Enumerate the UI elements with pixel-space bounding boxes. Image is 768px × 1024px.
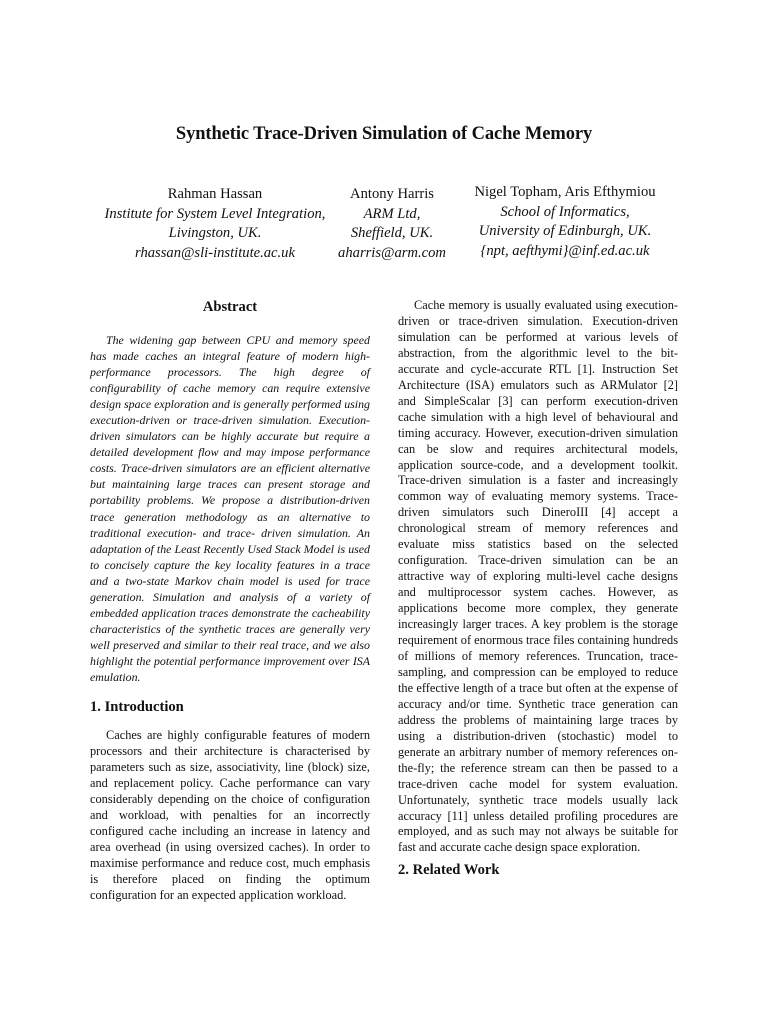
author-name: Rahman Hassan: [167, 186, 263, 202]
author-affiliation: ARM Ltd,: [363, 205, 421, 222]
paper-title: Synthetic Trace-Driven Simulation of Cache Memory: [175, 124, 593, 144]
author-affiliation: Institute for System Level Integration,: [104, 205, 326, 222]
author-name: Nigel Topham, Aris Efthymiou: [474, 184, 656, 200]
author-email: rhassan@sli-institute.ac.uk: [135, 244, 295, 261]
author-location: Sheffield, UK.: [350, 225, 434, 242]
author-location: Livingston, UK.: [168, 225, 262, 242]
abstract-text: The widening gap between CPU and memory speed has made caches an integral feature of modern high-performance processors. The high degree of configurability of cache memory can require extensive design space exploration and is generally performed using execution-driven or trace-driven simulation. Execution-driven simulators can be highly accurate but require a detailed development flow and may impose performance costs. Trace-driven simulators are an efficient alternative but maintaining large traces can present storage and portability problems. We propose a distribution-driven trace generation methodology as an alternative to traditional execution- and trace- driven simulation. An adaptation of the Least Recently Used Stack Model is used to concisely capture the key locality features in a trace and a two-state Markov chain model is used for trace generation. Simulation and analysis of a variety of embedded application traces demonstrate the cacheability characteristics of the synthetic traces are generally very well preserved and similar to their real trace, and we also highlight the potential performance improvement over ISA emulation.: [90, 333, 370, 684]
author-block-hassan: [82, 185, 348, 263]
author-email: aharris@arm.com: [338, 244, 446, 261]
related-work-heading: 2. Related Work: [398, 862, 500, 878]
author-block-harris: [322, 185, 462, 263]
author-email: {npt, aefthymi}@inf.ed.ac.uk: [480, 242, 650, 259]
introduction-paragraph: Cache memory is usually evaluated using execution-driven or trace-driven simulation. Execution-driven simulation can be performed at various levels of abstraction, from the algorithmic level to the bit-accurate and cycle-accurate RTL [1]. Instruction Set Architecture (ISA) emulators such as ARMulator [2] and SimpleScalar [3] can perform execution-driven cache simulation with a high level of behavioural and timing accuracy. However, execution-driven simulation can be slow and requires architectural models, application source-code, and a development toolkit. Trace-driven simulation is a faster and increasingly common way of evaluating memory systems. Trace-driven simulators such DineroIII [4] accept a chronological stream of memory references and evaluate miss statistics based on the selected configuration. Trace-driven simulation can be an attractive way of exploring multi-level cache designs and multiprocessor system caches. However, as applications become more complex, they generate increasingly larger traces. A key problem is the storage requirement of enormous trace files containing hundreds of millions of memory references. Truncation, trace-sampling, and compression can be employed to reduce the effective length of a trace but often at the expense of accuracy and/or time. Synthetic trace generation can address the problems of maintaining large traces by using a distribution-driven (stochastic) model to generate an arbitrary number of memory references on-the-fly; the reference stream can then be passed to a trace-driven cache model for system evaluation. Unfortunately, synthetic trace models usually lack accuracy [11] unless detailed profiling procedures are employed, and as such may not always be suitable for fast and accurate cache design space exploration.: [398, 298, 678, 855]
author-affiliation: School of Informatics,: [500, 203, 630, 220]
author-location: University of Edinburgh, UK.: [478, 223, 652, 240]
author-block-topham-efthymiou: [446, 183, 684, 261]
introduction-heading: 1. Introduction: [90, 699, 184, 715]
abstract-heading: Abstract: [202, 299, 258, 315]
author-name: Antony Harris: [350, 186, 434, 202]
introduction-paragraph: Caches are highly configurable features of modern processors and their architecture is characterised by parameters such as size, associativity, line (block) size, and replacement policy. Cache performance can vary considerably depending on the choice of configuration and workload, with penalties for an incorrectly configured cache including an increase in latency and area overhead (in using oversized caches). In order to maximise performance and reduce cost, much emphasis is therefore placed on finding the optimum configuration for an expected application workload.: [90, 728, 370, 902]
